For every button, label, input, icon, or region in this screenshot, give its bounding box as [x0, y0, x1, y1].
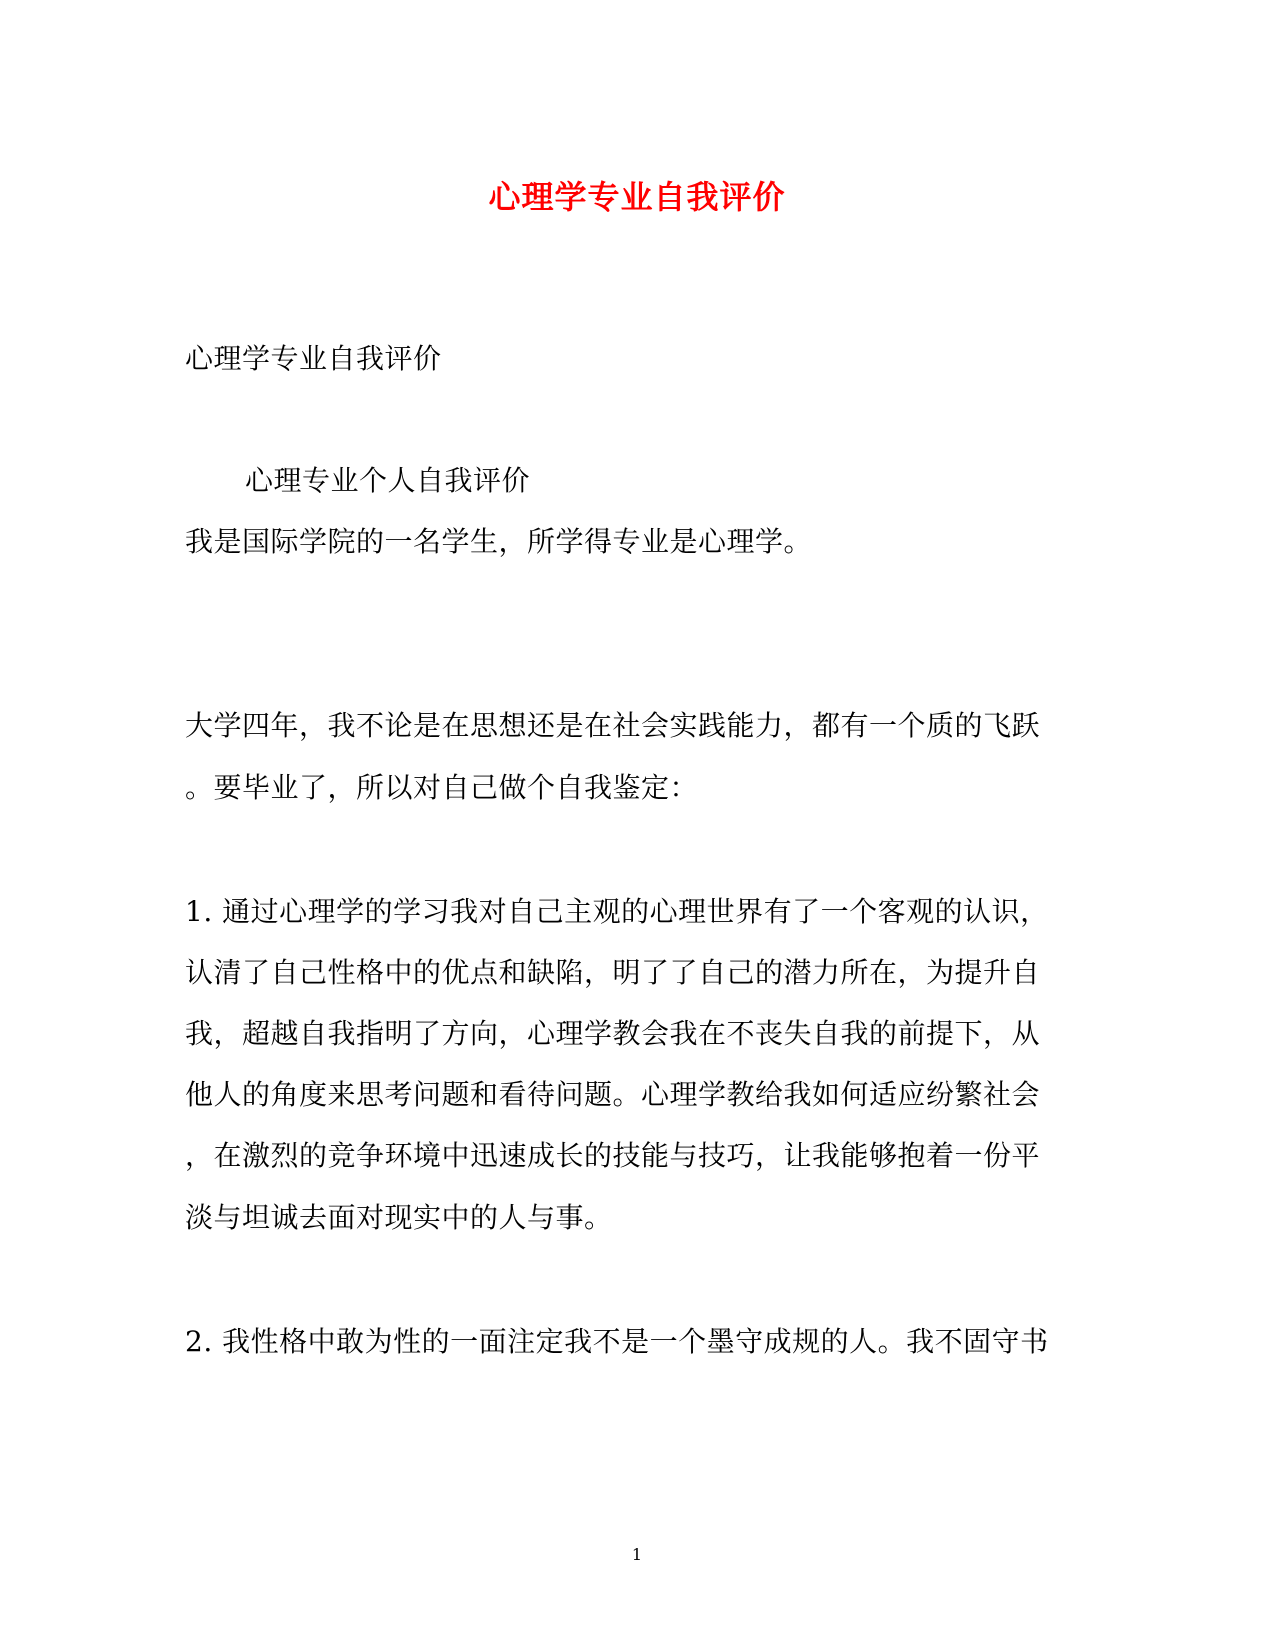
body-line: 我是国际学院的一名学生，所学得专业是心理学。: [185, 525, 813, 558]
body-line: ，在激烈的竞争环境中迅速成长的技能与技巧，让我能够抱着一份平: [185, 1139, 1041, 1172]
page-number: 1: [631, 1545, 643, 1564]
body-line: 我，超越自我指明了方向，心理学教会我在不丧失自我的前提下，从: [185, 1017, 1041, 1050]
document-title: 心理学专业自我评价: [488, 178, 786, 216]
body-line: 他人的角度来思考问题和看待问题。心理学教给我如何适应纷繁社会: [185, 1078, 1041, 1111]
body-line: 1. 通过心理学的学习我对自己主观的心理世界有了一个客观的认识，: [185, 895, 1049, 928]
body-line: 大学四年，我不论是在思想还是在社会实践能力，都有一个质的飞跃: [185, 709, 1041, 742]
body-line: 淡与坦诚去面对现实中的人与事。: [185, 1201, 613, 1234]
body-line: 认清了自己性格中的优点和缺陷，明了了自己的潜力所在，为提升自: [185, 956, 1041, 989]
body-line: 。要毕业了，所以对自己做个自我鉴定：: [185, 771, 699, 804]
section-heading: 心理专业个人自我评价: [245, 464, 531, 497]
body-line: 2. 我性格中敢为性的一面注定我不是一个墨守成规的人。我不固守书: [185, 1325, 1049, 1358]
subtitle: 心理学专业自我评价: [185, 342, 442, 375]
